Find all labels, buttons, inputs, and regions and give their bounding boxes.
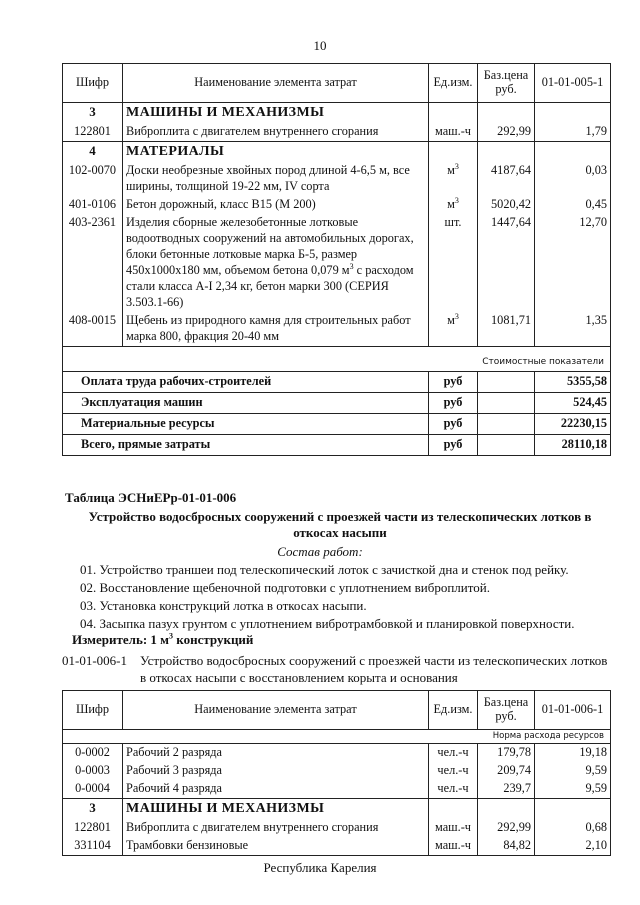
table-row: 0-0002 Рабочий 2 разряда чел.-ч 179,78 19,18: [63, 744, 611, 762]
header-norm: 01-01-006-1: [535, 691, 611, 730]
summary-row: Оплата труда рабочих-строителей руб 5355,58: [63, 371, 611, 392]
table-row: 0-0004 Рабочий 4 разряда чел.-ч 239,7 9,59: [63, 780, 611, 798]
summary-row: Эксплуатация машин руб 524,45: [63, 392, 611, 413]
header-name: Наименование элемента затрат: [123, 691, 429, 730]
table-row: 0-0003 Рабочий 3 разряда чел.-ч 209,74 9,59: [63, 762, 611, 780]
header-code: Шифр: [63, 64, 123, 103]
page-footer: Республика Карелия: [263, 860, 377, 875]
norm-code: 01-01-006-1: [62, 653, 127, 668]
norm-caption-row: Норма расхода ресурсов: [63, 730, 611, 744]
summary-row: Материальные ресурсы руб 22230,15: [63, 413, 611, 434]
section-row: 4 МАТЕРИАЛЫ: [63, 142, 611, 163]
table-row: 122801 Виброплита с двигателем внутреннего сгорания маш.-ч 292,99 0,68: [63, 819, 611, 837]
section-row: 3 МАШИНЫ И МЕХАНИЗМЫ: [63, 103, 611, 124]
header-code: Шифр: [63, 691, 123, 730]
norm-description: Устройство водосбросных сооружений с проезжей части из телескопических лотков в откосах насыпи с восстановлением корыта и основания: [140, 653, 608, 685]
table-row: 331104 Трамбовки бензиновые маш.-ч 84,82 2,10: [63, 837, 611, 855]
work-composition-heading: Состав работ:: [277, 544, 363, 559]
table-row: 403-2361 Изделия сборные железобетонные лотковые водоотводных сооружений на автомобильных дорогах, блоки бетонные лотковые марка Б-5, размер 450х1000х180 мм, объемом бетона 0,079 $м^3$ с расходом стали класса А-I 2,34 кг, бетон марки 300 (СЕРИЯ 3.503.1-66) шт. 1447,64 12,70: [63, 214, 611, 312]
table-header: [63, 64, 611, 103]
table-header: [63, 691, 611, 730]
summary-row: Всего, прямые затраты руб 28110,18: [63, 434, 611, 455]
table-description: Устройство водосбросных сооружений с проезжей части из телескопических лотков в откосах насыпи: [88, 509, 592, 541]
work-item: 01. Устройство траншеи под телескопический лоток с зачисткой дна и стенок под рейку.: [80, 562, 569, 577]
section-row: 3 МАШИНЫ И МЕХАНИЗМЫ: [63, 799, 611, 820]
table-row: 102-0070 Доски необрезные хвойных пород длиной 4-6,5 м, все ширины, толщиной 19-22 мм, IV сорта $м^3$ 4187,64 0,03: [63, 162, 611, 196]
header-name: Наименование элемента затрат: [123, 64, 429, 103]
resource-table-006: [62, 690, 611, 856]
table-row: 408-0015 Щебень из природного камня для строительных работ марка 800, фракция 20-40 мм $м^3$ 1081,71 1,35: [63, 312, 611, 346]
work-item: 03. Установка конструкций лотка в откосах насыпи.: [80, 598, 367, 613]
page-number: 10: [313, 38, 327, 53]
measurement-unit: Измеритель: 1 $м^3$ конструкций: [72, 631, 254, 647]
resource-table-005: [62, 63, 611, 456]
header-unit: Ед.изм.: [429, 64, 478, 103]
header-norm: 01-01-005-1: [535, 64, 611, 103]
cost-caption-row: Стоимостные показатели: [63, 347, 611, 372]
table-row: 122801 Виброплита с двигателем внутреннего сгорания маш.-ч 292,99 1,79: [63, 123, 611, 141]
work-item: 04. Засыпка пазух грунтом с уплотнением вибротрамбовкой и планировкой поверхности.: [80, 616, 575, 631]
table-row: 401-0106 Бетон дорожный, класс В15 (М 200) $м^3$ 5020,42 0,45: [63, 196, 611, 214]
work-item: 02. Восстановление щебеночной подготовки с уплотнением виброплитой.: [80, 580, 490, 595]
header-unit: Ед.изм.: [429, 691, 478, 730]
header-price: Баз.цена руб.: [478, 64, 535, 103]
table-title: Таблица ЭСНиЕРр-01-01-006: [65, 490, 237, 505]
header-price: Баз.цена руб.: [478, 691, 535, 730]
